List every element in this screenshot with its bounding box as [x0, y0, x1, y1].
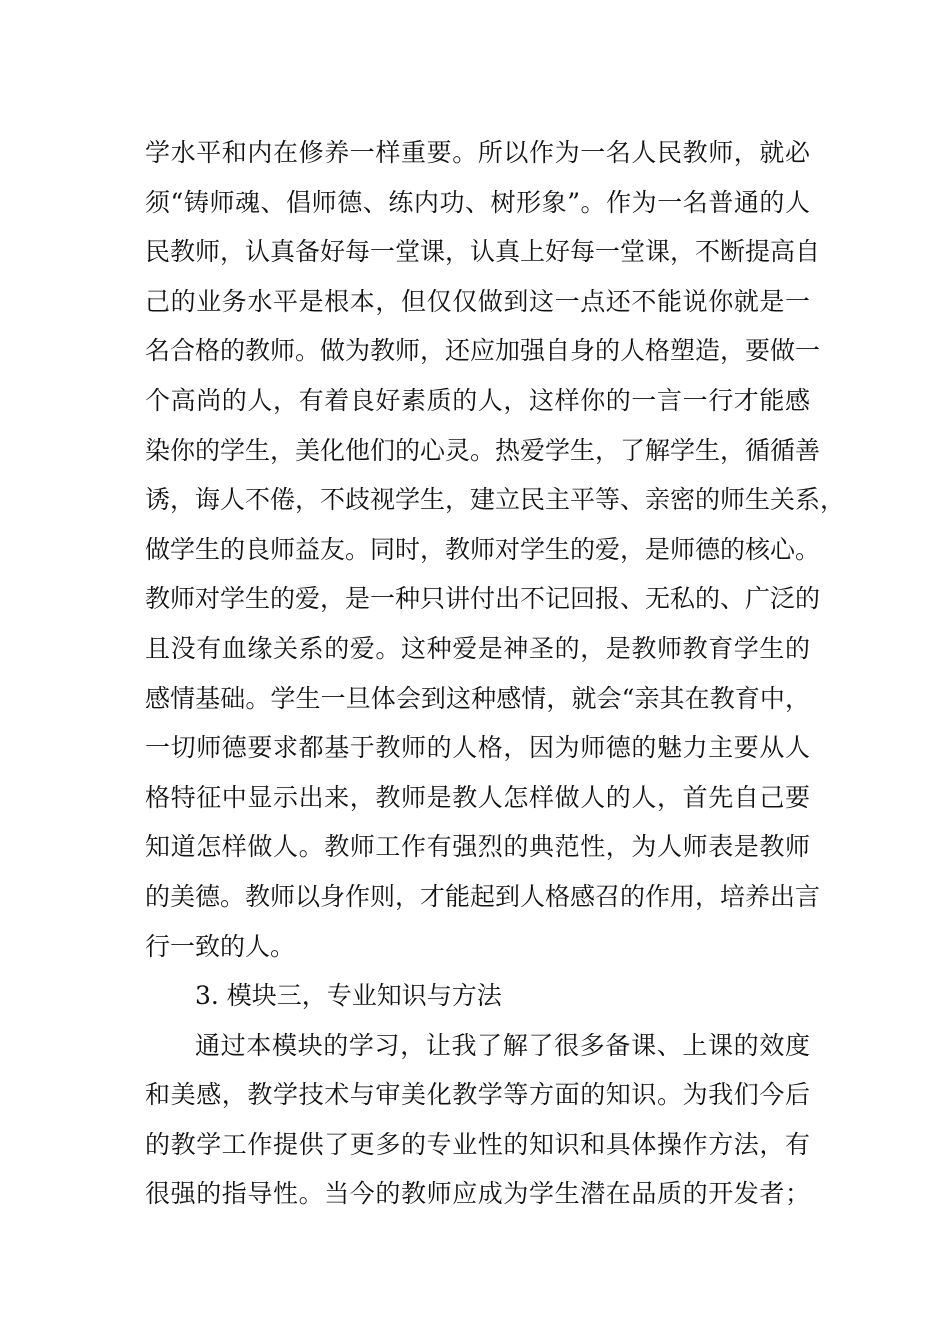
text-line: 感情基础。学生一旦体会到这种感情，就会“亲其在教育中， — [145, 683, 810, 713]
text-line: 的教学工作提供了更多的专业性的知识和具体操作方法，有 — [145, 1129, 810, 1159]
text-line: 民教师，认真备好每一堂课，认真上好每一堂课，不断提高自 — [145, 237, 821, 267]
text-line: 的美德。教师以身作则，才能起到人格感召的作用，培养出言 — [145, 881, 821, 911]
text-line: 一切师德要求都基于教师的人格，因为师德的魅力主要从人 — [145, 733, 810, 763]
text-line: 个高尚的人，有着良好素质的人，这样你的一言一行才能感 — [145, 385, 810, 415]
text-line: 通过本模块的学习，让我了解了很多备课、上课的效度 — [195, 1030, 810, 1060]
text-line: 知道怎样做人。教师工作有强烈的典范性，为人师表是教师 — [145, 832, 810, 862]
text-line: 且没有血缘关系的爱。这种爱是神圣的，是教师教育学生的 — [145, 633, 810, 663]
paragraph-teacher-ethics — [145, 128, 846, 971]
text-line: 己的业务水平是根本，但仅仅做到这一点还不能说你就是一 — [145, 286, 810, 316]
text-line: 名合格的教师。做为教师，还应加强自身的人格塑造，要做一 — [145, 336, 821, 366]
text-line: 做学生的良师益友。同时，教师对学生的爱，是师德的核心。 — [145, 534, 821, 564]
body-text — [145, 128, 846, 1219]
text-line: 和美感，教学技术与审美化教学等方面的知识。为我们今后 — [145, 1080, 810, 1110]
text-line: 须“铸师魂、倡师德、练内功、树形象”。作为一名普通的人 — [145, 187, 810, 217]
section-heading: 3. 模块三，专业知识与方法 — [195, 981, 502, 1011]
text-line: 格特征中显示出来，教师是教人怎样做人的人，首先自己要 — [145, 782, 810, 812]
text-line: 教师对学生的爱，是一种只讲付出不记回报、无私的、广泛的 — [145, 584, 821, 614]
text-line: 行一致的人。 — [145, 931, 296, 961]
text-line: 诱，诲人不倦，不歧视学生，建立民主平等、亲密的师生关系， — [145, 485, 846, 515]
text-line: 学水平和内在修养一样重要。所以作为一名人民教师，就必 — [145, 138, 810, 167]
text-line: 染你的学生，美化他们的心灵。热爱学生，了解学生，循循善 — [145, 435, 821, 465]
text-line: 很强的指导性。当今的教师应成为学生潜在品质的开发者； — [145, 1179, 810, 1209]
paragraph-module-3 — [145, 1021, 810, 1219]
